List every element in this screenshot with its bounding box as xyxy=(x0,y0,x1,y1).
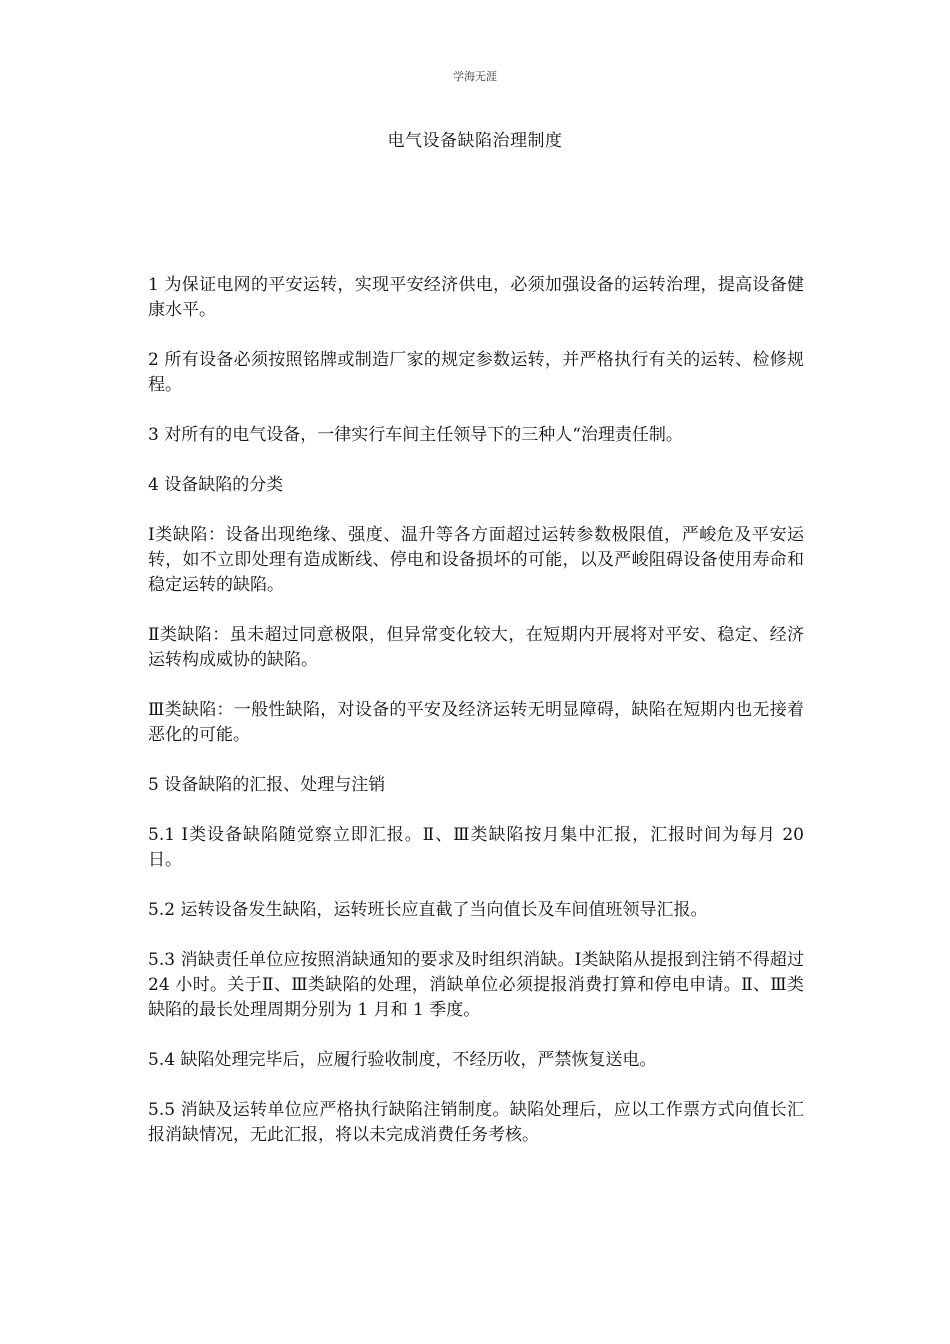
paragraph-class-1: Ⅰ类缺陷：设备出现绝缘、强度、温升等各方面超过运转参数极限值，严峻危及平安运转，如不立即处理有造成断线、停电和设备损坏的可能，以及严峻阻碍设备使用寿命和稳定运转的缺陷。 xyxy=(148,525,804,595)
paragraph-class-3: Ⅲ类缺陷：一般性缺陷，对设备的平安及经济运转无明显障碍，缺陷在短期内也无接着恶化的可能。 xyxy=(148,700,804,745)
section-heading-4: 4 设备缺陷的分类 xyxy=(148,475,284,495)
page-header: 学海无涯 xyxy=(453,70,497,83)
paragraph-5-3: 5.3 消缺责任单位应按照消缺通知的要求及时组织消缺。Ⅰ类缺陷从提报到注销不得超过 24 小时。关于Ⅱ、Ⅲ类缺陷的处理，消缺单位必须提报消费打算和停电申请。Ⅱ、Ⅲ类缺陷的最长处理周期分别为 1 月和 1 季度。 xyxy=(148,950,804,1020)
document-title: 电气设备缺陷治理制度 xyxy=(387,131,563,151)
paragraph-5-2: 5.2 运转设备发生缺陷，运转班长应直截了当向值长及车间值班领导汇报。 xyxy=(148,900,708,920)
paragraph-5-4: 5.4 缺陷处理完毕后，应履行验收制度，不经历收，严禁恢复送电。 xyxy=(148,1050,657,1070)
paragraph-1: 1 为保证电网的平安运转，实现平安经济供电，必须加强设备的运转治理，提高设备健康水平。 xyxy=(148,275,804,320)
paragraph-class-2: Ⅱ类缺陷：虽未超过同意极限，但异常变化较大，在短期内开展将对平安、稳定、经济运转构成威协的缺陷。 xyxy=(148,625,804,670)
section-heading-5: 5 设备缺陷的汇报、处理与注销 xyxy=(148,775,386,795)
paragraph-5-1: 5.1 Ⅰ类设备缺陷随觉察立即汇报。Ⅱ、Ⅲ类缺陷按月集中汇报，汇报时间为每月 20 日。 xyxy=(148,825,804,870)
paragraph-2: 2 所有设备必须按照铭牌或制造厂家的规定参数运转，并严格执行有关的运转、检修规程。 xyxy=(148,350,804,395)
document-body xyxy=(148,273,804,1173)
paragraph-5-5: 5.5 消缺及运转单位应严格执行缺陷注销制度。缺陷处理后，应以工作票方式向值长汇报消缺情况，无此汇报，将以未完成消费任务考核。 xyxy=(148,1100,804,1145)
paragraph-3: 3 对所有的电气设备，一律实行车间主任领导下的三种人“治理责任制。 xyxy=(148,425,683,445)
